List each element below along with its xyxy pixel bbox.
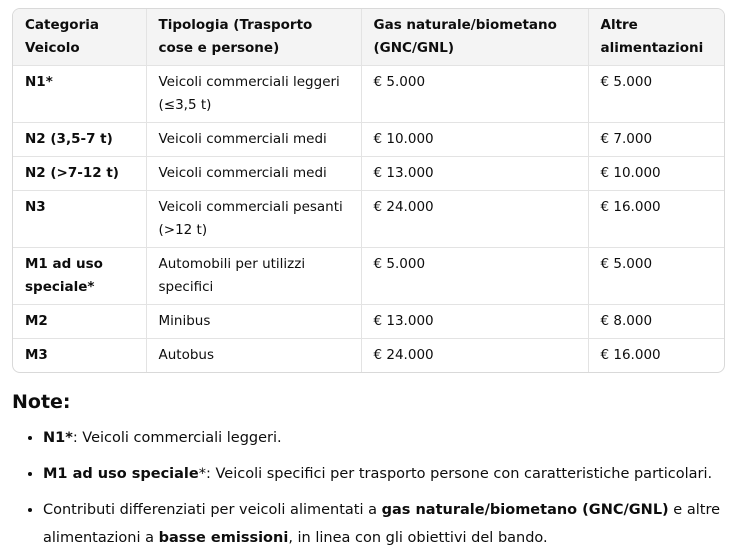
note-emphasis: basse emissioni [158,530,289,546]
notes-list [12,424,735,552]
list-item [43,460,735,488]
cell-tipologia: Autobus [146,339,361,373]
cell-tipologia: Automobili per utilizzi specifici [146,248,361,305]
table-row [13,339,724,373]
cell-categoria: M2 [13,305,146,339]
cell-altre: € 7.000 [588,123,724,157]
cell-tipologia: Veicoli commerciali medi [146,123,361,157]
cell-categoria: M3 [13,339,146,373]
header-gas-naturale: Gas naturale/biometano (GNC/GNL) [361,9,588,66]
cell-gas: € 24.000 [361,191,588,248]
note-text: *: Veicoli specifici per trasporto persone con caratteristiche particolari. [198,466,713,482]
cell-gas: € 10.000 [361,123,588,157]
cell-tipologia: Veicoli commerciali leggeri (≤3,5 t) [146,66,361,123]
cell-altre: € 8.000 [588,305,724,339]
header-categoria: Categoria Veicolo [13,9,146,66]
table-row [13,248,724,305]
cell-tipologia: Veicoli commerciali medi [146,157,361,191]
cell-altre: € 16.000 [600,347,661,363]
cell-categoria: N2 (3,5-7 t) [13,123,146,157]
table-row [13,157,724,191]
incentives-table-container [12,8,725,373]
table-row [13,191,724,248]
list-item [43,424,735,452]
notes-heading: Note: [12,391,71,413]
table-row [13,66,724,123]
cell-altre: € 10.000 [588,157,724,191]
cell-categoria: N1* [13,66,146,123]
header-altre-alimentazioni: Altre alimentazioni [588,9,724,66]
note-text: : Veicoli commerciali leggeri. [72,430,282,446]
list-item [43,496,735,552]
table-header-row [13,9,724,66]
note-text: , in linea con gli obiettivi del bando. [288,530,548,546]
cell-altre: € 16.000 [588,191,724,248]
note-text: e altre alimentazioni a [43,502,721,546]
header-tipologia: Tipologia (Trasporto cose e persone) [146,9,361,66]
cell-categoria: N2 (>7-12 t) [13,157,146,191]
note-term: M1 ad uso speciale [43,466,199,482]
table-row [13,305,724,339]
cell-altre: € 5.000 [588,248,724,305]
note-term: N1* [43,430,73,446]
note-text: Contributi differenziati per veicoli alimentati a [43,502,382,518]
incentives-table [13,9,724,372]
cell-categoria: M1 ad uso speciale* [13,248,146,305]
cell-tipologia: Veicoli commerciali pesanti (>12 t) [146,191,361,248]
cell-gas: € 13.000 [361,305,588,339]
cell-gas: € 13.000 [361,157,588,191]
cell-gas: € 24.000 [361,339,588,373]
cell-tipologia: Minibus [146,305,361,339]
table-row [13,123,724,157]
cell-gas: € 5.000 [361,248,588,305]
note-emphasis: gas naturale/biometano (GNC/GNL) [381,502,669,518]
cell-gas: € 5.000 [361,66,588,123]
cell-altre: € 5.000 [588,66,724,123]
cell-categoria: N3 [13,191,146,248]
